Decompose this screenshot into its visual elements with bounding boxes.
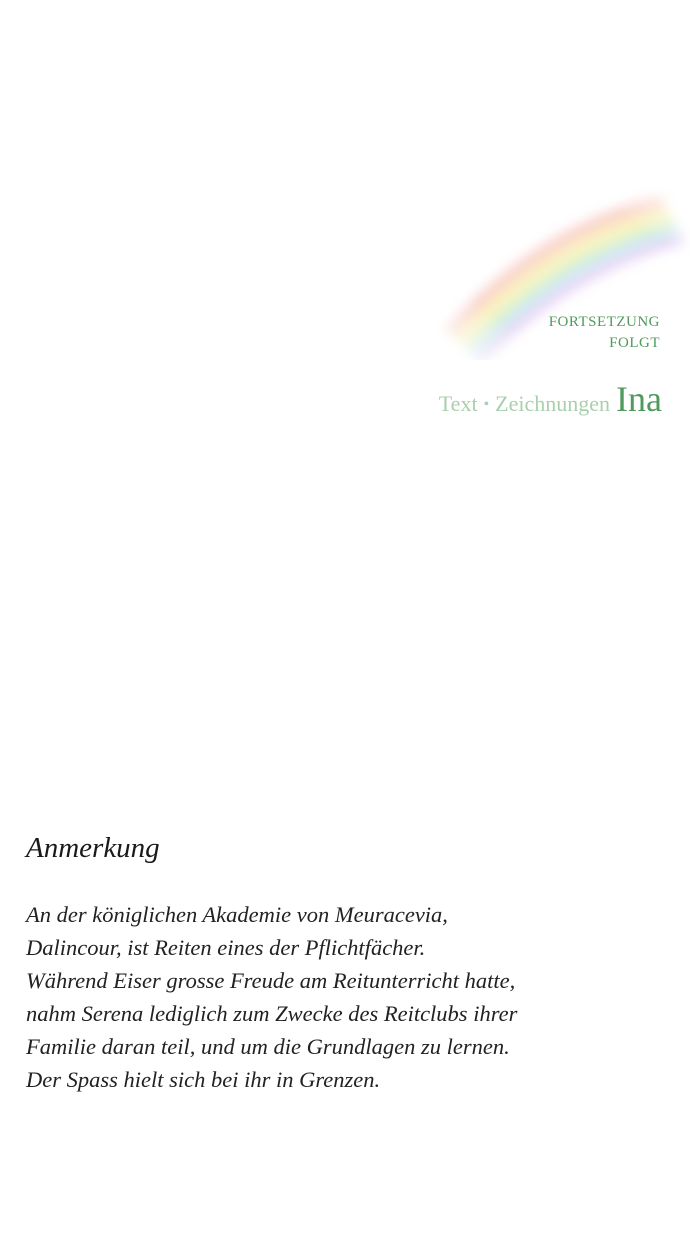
continued-line-1: FORTSETZUNG <box>548 314 660 330</box>
to-be-continued-label <box>549 312 660 354</box>
continued-line-2: FOLGT <box>609 335 660 351</box>
note-line: Dalincour, ist Reiten eines der Pflichtfächer. <box>26 935 426 960</box>
note-title <box>26 830 170 866</box>
credits-separator: • <box>483 396 490 413</box>
note-line: Familie daran teil, und um die Grundlagen zu lernen. <box>26 1034 510 1059</box>
note-title-text: Anmerkung <box>26 830 170 866</box>
note-body <box>26 898 666 1096</box>
note-line: Während Eiser grosse Freude am Reitunterricht hatte, <box>26 968 516 993</box>
credits-role-drawings: Zeichnungen <box>495 391 611 416</box>
credits-author: Ina <box>616 379 662 419</box>
credits-role-text: Text <box>438 391 478 416</box>
credits <box>439 378 662 420</box>
note-line: nahm Serena lediglich zum Zwecke des Reitclubs ihrer <box>26 1001 518 1026</box>
note-line: Der Spass hielt sich bei ihr in Grenzen. <box>26 1067 381 1092</box>
note-line: An der königlichen Akademie von Meuracevia, <box>26 902 448 927</box>
